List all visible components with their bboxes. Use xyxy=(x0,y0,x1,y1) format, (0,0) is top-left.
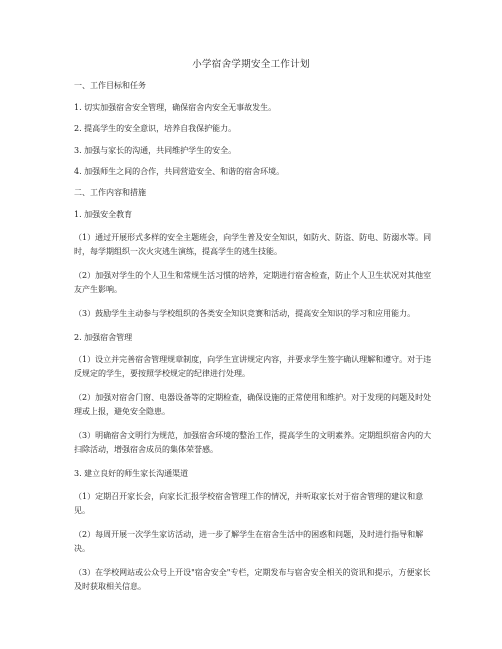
goal-item: 2. 提高学生的安全意识，培养自我保护能力。 xyxy=(74,124,237,133)
paragraph: （2）加强对宿舍门窗、电器设备等的定期检查，确保设施的正常使用和维护。对于发现的问题及时处理或上报，避免安全隐患。 xyxy=(74,393,432,416)
paragraph: （1）通过开展形式多样的安全主题班会，向学生普及安全知识，如防火、防盗、防电、防溺水等。同时，每学期组织一次火灾逃生演练，提高学生的逃生技能。 xyxy=(74,232,432,256)
goal-item: 4. 加强师生之间的合作，共同营造安全、和谐的宿舍环境。 xyxy=(74,167,285,176)
subsection-title: 2. 加强宿舍管理 xyxy=(74,332,133,342)
paragraph: （2）每周开展一次学生家访活动，进一步了解学生在宿舍生活中的困惑和问题，及时进行指导和解决。 xyxy=(74,529,424,553)
goal-item: 3. 加强与家长的沟通，共同维护学生的安全。 xyxy=(74,145,237,155)
section-heading-goals: 一、工作目标和任务 xyxy=(74,81,146,90)
paragraph: （3）鼓励学生主动参与学校组织的各类安全知识竞赛和活动，提高安全知识的学习和应用能力。 xyxy=(74,308,416,318)
document-body xyxy=(74,80,434,594)
paragraph: （3）在学校网站或公众号上开设"宿舍安全"专栏，定期发布与宿舍安全相关的资讯和提示，方便家长及时获取相关信息。 xyxy=(74,567,431,591)
paragraph: （1）设立并完善宿舍管理规章制度，向学生宣讲规定内容，并要求学生签字确认理解和遵守。对于违反规定的学生，要按照学校规定的纪律进行处理。 xyxy=(74,355,432,378)
goal-item: 1. 切实加强宿舍安全管理，确保宿舍内安全无事故发生。 xyxy=(74,102,277,112)
paragraph: （2）加强对学生的个人卫生和常规生活习惯的培养，定期进行宿舍检查，防止个人卫生状况对其他室友产生影响。 xyxy=(74,270,432,294)
paragraph: （3）明确宿舍文明行为规范，加强宿舍环境的整治工作，提高学生的文明素养。定期组织宿舍内的大扫除活动，增强宿舍成员的集体荣誉感。 xyxy=(74,431,432,454)
subsection-title: 3. 建立良好的师生家长沟通渠道 xyxy=(74,469,189,478)
subsection-title: 1. 加强安全教育 xyxy=(74,210,133,219)
document-title: 小学宿舍学期安全工作计划 xyxy=(192,59,310,70)
paragraph: （1）定期召开家长会，向家长汇报学校宿舍管理工作的情况，并听取家长对于宿舍管理的建议和意见。 xyxy=(74,491,424,515)
section-heading-measures: 二、工作内容和措施 xyxy=(74,187,146,197)
